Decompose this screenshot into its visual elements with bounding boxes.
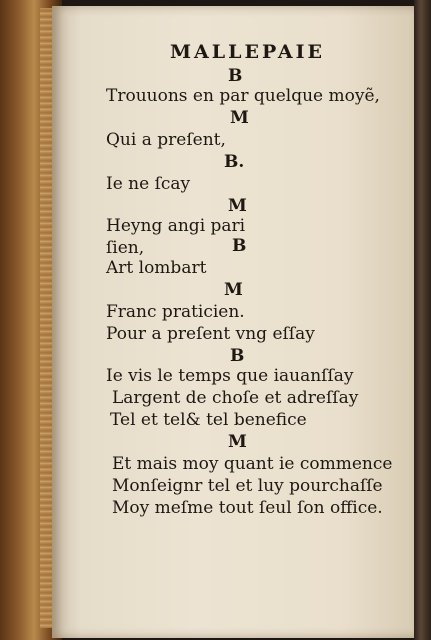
verse-line: Heyng angi pari (106, 216, 246, 236)
speaker-label: B. (224, 152, 245, 172)
speaker-label: B (232, 236, 247, 256)
verse-line: Et mais moy quant ie commence (112, 454, 393, 474)
speaker-label: M (228, 196, 247, 216)
verse-line: Pour a preſent vng eſſay (106, 324, 315, 344)
verse-line: ſien, (106, 238, 145, 258)
verse-line: Tel et tel& tel benefice (110, 410, 307, 430)
verse-line: Trouuons en par quelque moyẽ, (106, 86, 380, 106)
speaker-label: M (224, 280, 243, 300)
verse-line: Franc praticien. (106, 302, 245, 322)
speaker-label: B (228, 66, 243, 86)
verse-line: Moy meſme tout ſeul ſon office. (112, 498, 383, 518)
opposite-page-edge (414, 0, 431, 640)
speaker-label: B (230, 346, 245, 366)
verse-line: Art lombart (106, 258, 207, 278)
speaker-label: M (228, 432, 247, 452)
verse-line: Largent de choſe et adreſſay (112, 388, 359, 408)
verse-line: Qui a preſent, (106, 130, 226, 150)
verse-line: Monſeignr tel et luy pourchaſſe (112, 476, 383, 496)
speaker-label: M (230, 108, 249, 128)
page-heading: MALLEPAIE (170, 41, 325, 63)
verse-line: Ie vis le temps que iauanſſay (106, 366, 354, 386)
verse-line: Ie ne ſcay (106, 174, 191, 194)
